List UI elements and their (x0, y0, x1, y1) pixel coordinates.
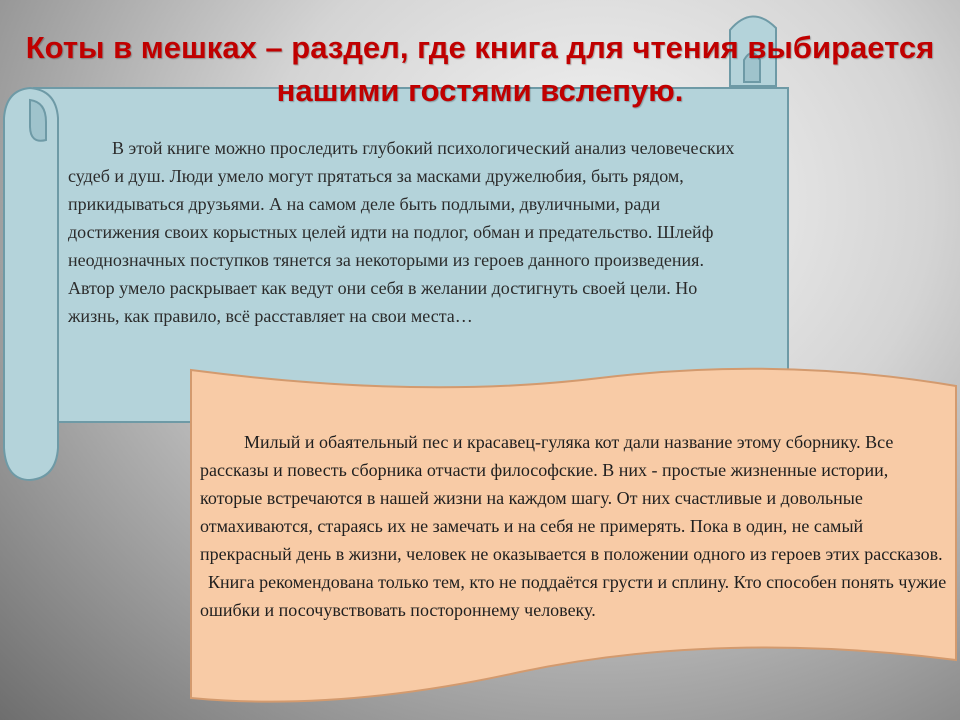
slide-title: Коты в мешках – раздел, где книга для чтения выбирается нашими гостями вслепую. (25, 30, 935, 108)
scroll-text: В этой книге можно проследить глубокий психологический анализ человеческих судеб и душ. Люди умело могут прятаться за масками дружелюбия, быть рядом, прикидываться друзьями. А на самом деле быть подлыми, двуличными, ради достижения своих корыстных целей идти на подлог, обман и предательство. Шлейф неоднозначных поступков тянется за некоторыми из героев данного произведения. Автор умело раскрывает как ведут они себя в желании достигнуть своей цели. Но жизнь, как правило, всё расставляет на свои места… (68, 138, 735, 326)
wave-paragraph-1: Милый и обаятельный пес и красавец-гуляка кот дали название этому сборнику. Все рассказы и повесть сборника отчасти философские. В них - простые жизненные истории, которые встречаются в нашей жизни на каждом шагу. От них счастливые и довольные отмахиваются, стараясь их не замечать и на себя не примерять. Пока в один, не самый прекрасный день в жизни, человек не оказывается в положении одного из героев этих рассказов. (200, 432, 943, 564)
wave-paragraph-2: Книга рекомендована только тем, кто не поддаётся грусти и сплину. Кто способен понять чужие ошибки и посочувствовать постороннему человеку. (200, 572, 947, 620)
wave-box-text (200, 428, 952, 624)
